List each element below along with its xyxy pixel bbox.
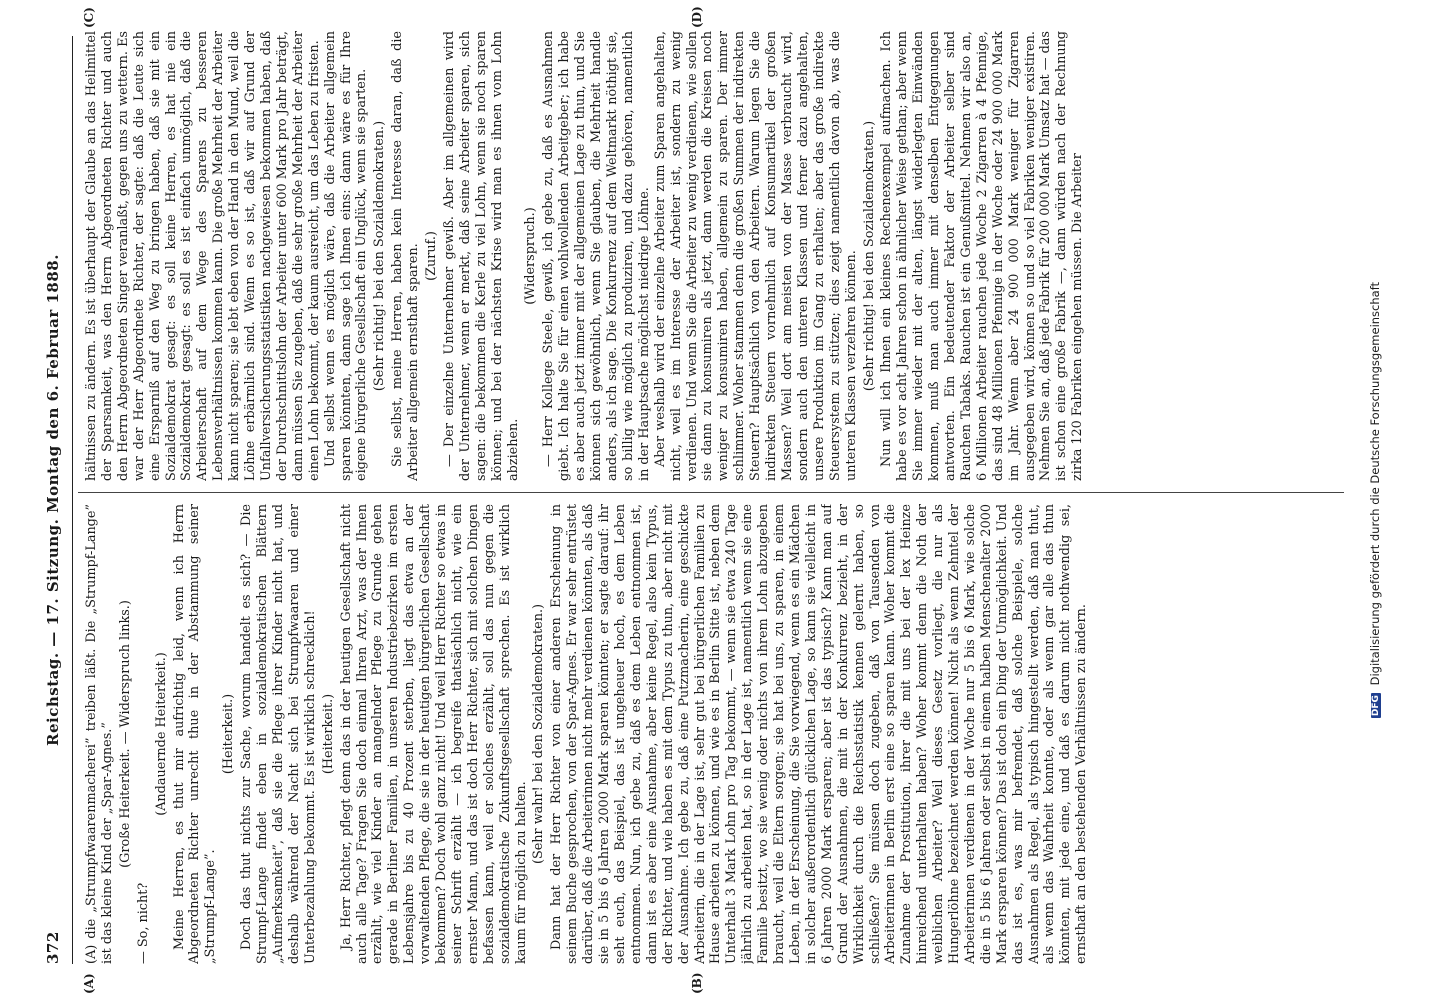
- right-column: [84, 31, 1352, 481]
- paragraph: Meine Herren, es thut mir aufrichtig leid, wenn ich Herrn Abgeordneten Richter unrecht thue in der Abstammung seiner „Strumpf-Lange”.: [171, 504, 219, 964]
- margin-letter-d: (D): [690, 6, 704, 28]
- paragraph: (Große Heiterkeit. — Widerspruch links.): [117, 600, 133, 868]
- left-column: [84, 504, 1352, 964]
- paragraph: — Herr Kollege Steele, gewiß, ich gebe zu, daß es Ausnahmen giebt. Ich halte Sie für einen wohlwollenden Arbeitgeber; ich habe es aber auch jetzt immer mit der allgemeinen Lage zu thun, und Sie können sich gewöhnlich, wenn Sie glauben, die Mehrheit handle anders, als ich sage. Die Konkurrenz auf dem Weltmarkt nöthigt sie, so billig wie möglich zu produziren, und dazu gehören, namentlich in der Hauptsache möglichst niedrige Löhne.: [541, 31, 652, 481]
- paragraph: (A) die „Strumpfwaarenmacherei” treiben läßt. Die „Strumpf-Lange” ist das kleine Kind der „Spar-Agnes.”: [84, 504, 115, 964]
- paragraph: (Heiterkeit.): [221, 693, 237, 775]
- paragraph: Nun will ich Ihnen ein kleines Rechenexempel aufmachen. Ich habe es vor acht Jahren schon in ähnlicher Weise gethan; aber wenn Sie immer wieder mit der alten, längst widerlegten Einwänden kommen, muß man auch immer mit denselben Entgegnungen antworten. Ein bedeutender Faktor der Arbeiter selber sind Rauchen Tabaks. Rauchen ist ein Genußmittel. Nehmen wir also an, 6 Millionen Arbeiter rauchen jede Woche 2 Zigarren à 4 Pfennige, das sind 48 Millionen Pfennige in der Woche oder 24 900 000 Mark im Jahr. Wenn aber 24 900 000 Mark weniger für Zigarren ausgegeben wird, können so und so viel Fabriken weniger existiren. Nehmen Sie an, daß jede Fabrik für 200 000 Mark Umsatz hat — das ist schon eine große Fabrik —, dann würden nach der Rechnung zirka 120 Fabriken eingehen müssen. Die Arbeiter: [879, 31, 1086, 481]
- paragraph: (Sehr wahr! bei den Sozialdemokraten.): [531, 603, 547, 865]
- paragraph: (Zuruf.): [424, 231, 440, 281]
- margin-letter-c: (C): [82, 7, 96, 28]
- paragraph: (Heiterkeit.): [320, 693, 336, 775]
- paragraph: (Sehr richtig! bei den Sozialdemokraten.): [861, 120, 877, 392]
- column-divider: [78, 492, 1344, 493]
- page-number: 372: [44, 931, 62, 964]
- page-header: [40, 36, 68, 964]
- paragraph: (Widerspruch.): [523, 207, 539, 305]
- footer-text: Digitalisierung gefördert durch die Deutsche Forschungsgemeinschaft: [1368, 281, 1382, 686]
- paragraph: Und selbst wenn es möglich wäre, daß die Arbeiter allgemein sparen könnten, dann sage ich Ihnen eins: dann wäre es für Ihre eigene bürgerliche Gesellschaft ein Unglück, wenn sie sparten.: [322, 31, 370, 481]
- paragraph: Dann hat der Herr Richter von einer anderen Erscheinung in seinem Buche gesprochen, von der Spar-Agnes. Er war sehr entrüstet darüber, daß die Arbeiterinnen nicht mehr verdienen könnten, als daß sie in 5 bis 6 Jahren 2000 Mark sparen könnten; er sagte darauf: ihr seht euch, das Beispiel, das ist ungeheuer hoch, es dem Leben entnommen. Nun, ich gebe zu, daß es dem Leben entnommen ist, dann ist es aber eine Ausnahme, aber keine Regel, also kein Typus, der Richter, und wie haben es mit dem Typus zu thun, aber nicht mit der Ausnahme. Ich gebe zu, daß eine Putzmacherin, eine geschickte Arbeiterin, die in der Lage ist, sehr gut bei bürgerlichen Familien zu Hause arbeiten zu können, und wie es in Berlin Sitte ist, neben dem Unterhalt 3 Mark Lohn pro Tag bekommt, — wenn sie etwa 240 Tage jährlich zu arbeiten hat, so in der Lage ist, namentlich wenn sie eine Familie besitzt, wo sie wenig oder nichts von ihrem Lohn abzugeben braucht, weil die Eltern sorgen; sie hat bei uns, zu sparen, in einem Leben, in der Erscheinung, die Sie vorwiegend, wenn es ein Mädchen in solcher außerordentlich glücklichen Lage, so kann sie vielleicht in 6 Jahren 2000 Mark ersparen; aber ist das typisch? Kann man auf Grund der Ausnahmen, die mit in der Konkurrenz bezieht, in der Wirklichkeit durch die Reichsstatistik kennen gelernt haben, so schließen? Sie müssen doch zugeben, daß von Tausenden von Arbeiterinnen in Berlin erst eine so sparen kann. Woher kommt die Zunahme der Prostitution, ihrer die mit uns bei der lex Heinze hinreichend unterhalten haben? Woher kommt denn die Noth der weiblichen Arbeiter? Weil dieses Gesetz vorliegt, die nur als Hungerlöhne bezeichnet werden können! Nicht als wenn Zehntel der Arbeiterinnen verdienen in der Woche nur 5 bis 6 Mark, wie solche die in 5 bis 6 Jahren oder selbst in einem halben Menschenalter 2000 Mark ersparen können? Das ist doch ein Ding der Unmöglichkeit. Und das ist es, was mir befremdet, daß solche Beispiele, solche Ausnahmen als Regel, als typisch hingestellt werden, daß man thut, als wenn das Wahrheit konnte, oder als wenn gar alle das thun könnten, mit jede eine, und daß es darum nicht nothwendig sei, ernsthaft an den bestehenden Verhältnissen zu ändern.: [549, 504, 1090, 964]
- paragraph: Aber weshalb wird der einzelne Arbeiter zum Sparen angehalten, nicht, weil es im Interesse der Arbeiter ist, sondern zu wenig verdienen. Und wenn Sie die Arbeiter zu wenig verdienen, wie sollen sie dann zu konsumiren als jetzt, dann werden die Kreisen noch weniger zu konsumiren haben, allgemein zu sparen. Der immer schlimmer. Woher stammen denn die großen Summen der indirekten Steuern? Hauptsächlich von den Arbeitern. Warum legen Sie die indirekten Steuern vornehmlich auf Konsumartikel der großen Massen? Weil dort am meisten von der Masse verbraucht wird, sondern auch den unteren Klassen und ferner dazu angehalten, unsere Produktion im Gang zu erhalten; aber das große indirekte Steuersystem zu stützen; dies zeigt namentlich davon ab, was die unteren Klassen verzehren können.: [652, 31, 859, 481]
- page-title: Reichstag. — 17. Sitzung. Montag den 6. Februar 1888.: [44, 254, 62, 746]
- paragraph: — So, nicht?: [135, 882, 151, 964]
- digitization-footer: [1368, 0, 1388, 1000]
- margin-letter-a: (A): [82, 973, 96, 994]
- margin-letter-b: (B): [690, 972, 704, 994]
- paragraph: hältnissen zu ändern. Es ist überhaupt der Glaube an das Heilmittel der Sparsamkeit, was den Herrn Abgeordneten Richter und auch den Herrn Abgeordneten Singer veranlaßt, gegen uns zu wettern. Es war der Herr Abgeordnete Richter, der sagte: daß die Leute sich eine Ersparniß auf den Weg zu bringen haben, daß sie mit ein Sozialdemokrat gesagt: es soll keine Herren, es hat nie ein Sozialdemokrat gesagt: es soll es ist einfach unmöglich, daß die Arbeiterschaft auf dem Wege des Sparens zu besseren Lebensverhältnissen kommen kann. Die große Mehrheit der Arbeiter kann nicht sparen; sie lebt eben von der Hand in den Mund, weil die Löhne erbärmlich sind. Wenn es so ist, daß wir auf Grund der Unfallversicherungsstatistiken nachgewiesen bekommen haben, daß der Durchschnittslohn der Arbeiter unter 600 Mark pro Jahr beträgt, dann müssen Sie zugeben, daß die sehr große Mehrheit der Arbeiter einen Lohn bekommt, der kaum ausreicht, um das Leben zu fristen.: [84, 31, 322, 481]
- dfg-logo: DFG: [1370, 695, 1381, 717]
- paragraph: Doch das thut nichts zur Sache, worum handelt es sich? — Die Strumpf-Lange findet eben in sozialdemokratischen Blättern „Aufmerksamkeit”, daß sie die Pflege ihrer Kinder nicht hat, und deshalb während der Nacht sich bei Strumpfwaaren und einer Unterbezahlung bekommt. Es ist wirklich schrecklich!: [239, 504, 318, 964]
- paragraph: (Sehr richtig! bei den Sozialdemokraten.): [372, 120, 388, 392]
- header-rule: [72, 36, 73, 964]
- paragraph: Ja, Herr Richter, pflegt denn das in der heutigen Gesellschaft nicht auch alle Tage? Fragen Sie doch einmal Ihren Arzt, was der Ihnen erzählt, wie viel Kinder an mangelnder Pflege zu Grunde gehen gerade in Berliner Familien, in unseren Industriebezirken im ersten Lebensjahre bis zu 40 Prozent sterben, liegt das etwa an der vorwaltenden Pflege, die sie in der heutigen bürgerlichen Gesellschaft bekommen? Doch wohl ganz nicht! Und weil Herr Richter so etwas in seiner Schrift erzählt — ich begreife thatsächlich nicht, wie ein ernster Mann, und das ist doch Herr Richter, sich mit solchen Dingen befassen kann, weil er solches erzählt, soll das nun gegen die sozialdemokratische Zukunftsgesellschaft sprechen. Es ist wirklich kaum für möglich zu halten.: [338, 504, 529, 964]
- paragraph: (Andauernde Heiterkeit.): [153, 652, 169, 816]
- paragraph: Sie selbst, meine Herren, haben kein Interesse daran, daß die Arbeiter allgemein ernsthaft sparen.: [390, 31, 422, 481]
- paragraph: — Der einzelne Unternehmer gewiß. Aber im allgemeinen wird der Unternehmer, wenn er merkt, daß seine Arbeiter sparen, sich sagen: die bekommen die Kerle zu viel Lohn, wenn sie noch sparen können; und bei der nächsten Krise wird man es ihnen vom Lohn abziehen.: [441, 31, 521, 481]
